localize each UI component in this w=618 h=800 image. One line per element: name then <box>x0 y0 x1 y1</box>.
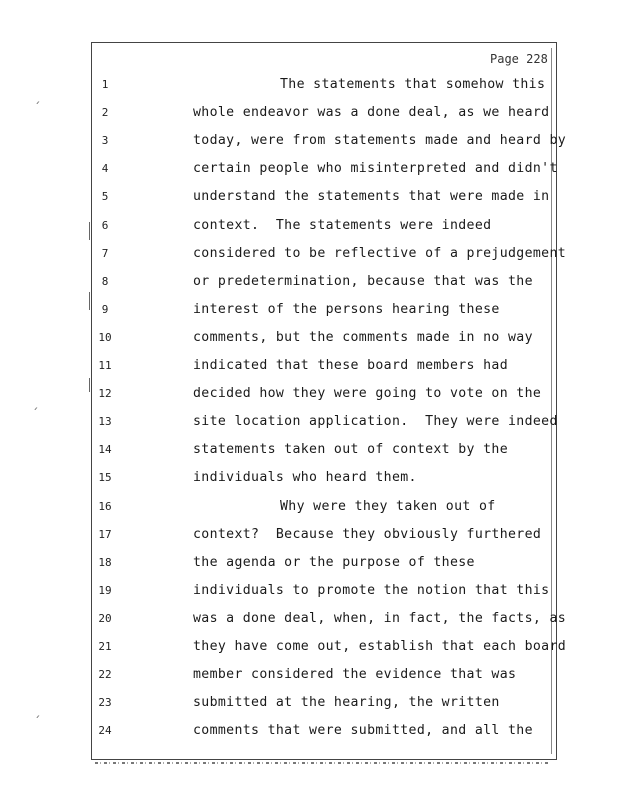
transcript-line: statements taken out of context by the <box>193 442 509 458</box>
line-number: 23 <box>98 696 112 710</box>
line-number: 6 <box>101 218 109 232</box>
transcript-line: whole endeavor was a done deal, as we heard <box>193 105 550 121</box>
line-number: 5 <box>101 190 109 204</box>
line-number: 8 <box>101 274 109 288</box>
transcript-line: The statements that somehow this <box>280 77 546 92</box>
line-number: 17 <box>98 527 112 541</box>
line-number: 10 <box>98 330 112 344</box>
transcript-line: site location application. They were indeed <box>193 414 558 430</box>
transcript-line: understand the statements that were made in <box>193 189 550 205</box>
line-number: 3 <box>101 134 109 148</box>
transcript-line: context? Because they obviously furthered <box>193 526 542 542</box>
line-number: 13 <box>98 415 112 429</box>
line-number: 16 <box>98 499 112 513</box>
line-number: 4 <box>101 162 109 176</box>
line-number: 12 <box>98 387 112 401</box>
line-number: 9 <box>101 302 109 316</box>
left-margin-mark: ˏ <box>34 704 41 719</box>
line-number: 1 <box>101 78 109 91</box>
margin-tick <box>89 378 90 392</box>
transcript-line: submitted at the hearing, the written <box>193 695 500 711</box>
transcript-line: individuals who heard them. <box>193 470 417 486</box>
line-number: 20 <box>98 611 112 625</box>
margin-tick <box>89 222 90 240</box>
line-number: 18 <box>98 555 112 569</box>
transcript-line: comments that were submitted, and all the <box>193 723 533 739</box>
transcript-line: Why were they taken out of <box>280 498 496 514</box>
line-number: 15 <box>98 471 112 485</box>
transcript-line: comments, but the comments made in no way <box>193 329 533 345</box>
line-number: 24 <box>98 724 112 738</box>
transcript-line: or predetermination, because that was the <box>193 273 533 289</box>
transcript-line: member considered the evidence that was <box>193 667 517 683</box>
line-number: 14 <box>98 443 112 457</box>
line-number: 19 <box>98 583 112 597</box>
line-number: 21 <box>98 640 112 653</box>
transcript-line: today, were from statements made and heard by <box>193 133 567 149</box>
line-number: 7 <box>101 246 109 260</box>
left-margin-mark: ˏ <box>34 90 41 105</box>
margin-tick <box>89 292 90 310</box>
page-number: Page 228 <box>490 52 548 66</box>
transcript-line: interest of the persons hearing these <box>193 301 500 317</box>
line-number: 11 <box>98 359 112 372</box>
line-number: 22 <box>98 668 112 682</box>
transcript-line: decided how they were going to vote on the <box>193 386 542 402</box>
transcript-line: was a done deal, when, in fact, the facts, as <box>193 610 567 626</box>
transcript-line: indicated that these board members had <box>193 358 509 373</box>
transcript-line: the agenda or the purpose of these <box>193 554 475 570</box>
left-margin-mark: ˏ <box>32 396 39 411</box>
line-number: 2 <box>101 106 109 120</box>
transcript-line: context. The statements were indeed <box>193 217 492 233</box>
transcript-line: certain people who misinterpreted and didn't <box>193 161 558 177</box>
transcript-line: considered to be reflective of a prejudgement <box>193 245 567 261</box>
transcript-line: individuals to promote the notion that this <box>193 582 550 598</box>
footer-scan-strip <box>95 762 550 764</box>
transcript-line: they have come out, establish that each board <box>193 639 567 654</box>
